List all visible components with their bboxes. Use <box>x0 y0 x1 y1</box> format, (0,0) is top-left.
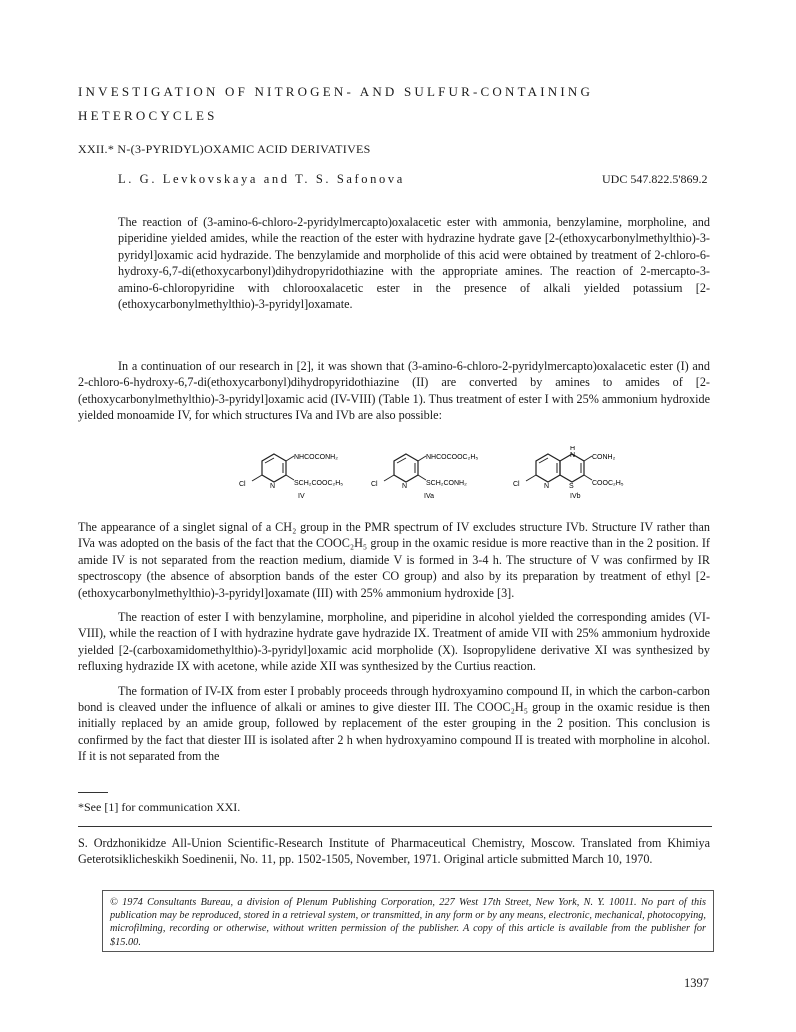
series-title-line-2: HETEROCYCLES <box>78 108 218 123</box>
ivb-ring-n: N <box>544 483 550 490</box>
ivb-label: IVb <box>570 493 581 500</box>
structure-iv <box>236 446 366 509</box>
iv-top-substituent: NHCOCONH₂ <box>294 454 338 461</box>
affiliation-rule <box>78 826 712 827</box>
structure-ivb <box>510 446 640 509</box>
page-number: 1397 <box>684 976 709 990</box>
ivb-n-top: N <box>570 452 576 459</box>
paragraph: The formation of IV-IX from ester I probably proceeds through hydroxyamino compound II, in which the carbon-carbon bond is cleaved under the influence of alkali or amines to give diester III. The COOC₂H₅ group in the oxamic residue is then initially replaced by an amide group, followed by replacement of the ester grouping in the 2 position. This conclusion is confirmed by the fact that diester III is isolated after 2 h when hydroxyamino compound II is treated with morpholine in alcohol. If it is not separated from the <box>78 683 710 764</box>
paper-subtitle: XXII.* N-(3-PYRIDYL)OXAMIC ACID DERIVATIVES <box>78 142 371 156</box>
iva-ring-n: N <box>402 483 408 490</box>
footnote-rule <box>78 792 108 793</box>
series-title-line-1: INVESTIGATION OF NITROGEN- AND SULFUR-CONTAINING <box>78 84 594 99</box>
ivb-s: S <box>569 483 574 490</box>
iv-bottom-substituent: SCH₂COOC₂H₅ <box>294 480 344 487</box>
footnote: *See [1] for communication XXI. <box>78 800 241 814</box>
ivb-h: H <box>570 446 576 452</box>
iva-label: IVa <box>424 493 434 500</box>
iva-cl: Cl <box>371 481 378 488</box>
iv-cl: Cl <box>239 481 246 488</box>
ivb-conh2: CONH₂ <box>592 454 616 461</box>
ivb-cooc2h5: COOC₂H₅ <box>592 480 624 487</box>
iv-label: IV <box>298 493 305 500</box>
iv-ring-n: N <box>270 483 276 490</box>
abstract: The reaction of (3-amino-6-chloro-2-pyridylmercapto)oxalacetic ester with ammonia, benzylamine, morpholine, and piperidine yielded amides, while the reaction of the ester with hydrazine hydrate gave [2-(ethoxycarbonylmethylthio)-3-pyridyl]oxamic acid hydrazide. The benzylamide and morpholide of this acid were obtained by treatment of 2-chloro-6-hydroxy-6,7-di(ethoxycarbonyl)dihydropyridothiazine with the appropriate amines. The reaction of 2-mercapto-3-amino-6-chloropyridine with chlorooxalacetic ester in the presence of alkali yielded potassium [2-(ethoxycarbonylmethylthio)-3-pyridyl]oxamate. <box>118 215 710 312</box>
paragraph: The reaction of ester I with benzylamine, morpholine, and piperidine in alcohol yielded the corresponding amides (VI-VIII), while the reaction of I with hydrazine hydrate gave hydrazide IX. Treatment of amide VII with 25% ammonium hydroxide yielded [2-(carboxamidomethylthio)-3-pyridyl]oxamic acid morpholide (X). Isopropylidene derivative XI was synthesized by refluxing hydrazide IX with acetone, while azide XII was synthesized by the Curtius reaction. <box>78 610 710 674</box>
structure-iva <box>368 446 508 509</box>
affiliation-note: S. Ordzhonikidze All-Union Scientific-Research Institute of Pharmaceutical Chemistry, Moscow. Translated from Khimiya Geterotsiklicheskikh Soedinenii, No. 11, pp. 1502-1505, November, 1971. Original article submitted March 10, 1970. <box>78 836 710 867</box>
paragraph: The appearance of a singlet signal of a CH₂ group in the PMR spectrum of IV excludes structure IVb. Structure IV rather than IVa was adopted on the basis of the fact that the COOC₂H₅ group in the oxamic residue is more reactive than in the 2 position. If amide IV is not separated from the reaction medium, diamide V is formed in 3-4 h. The structure of V was confirmed by IR spectroscopy (the absence of absorption bands of the ester CO group) and also by its preparation by treatment of ethyl [2-(ethoxycarbonylmethylthio)-3-pyridyl]oxamate (III) with 25% ammonium hydroxide [3]. <box>78 520 710 600</box>
body-section-bottom <box>78 519 710 765</box>
authors: L. G. Levkovskaya and T. S. Safonova <box>118 172 405 186</box>
udc-code: UDC 547.822.5'869.2 <box>602 172 708 186</box>
paragraph: In a continuation of our research in [2], it was shown that (3-amino-6-chloro-2-pyridylmercapto)oxalacetic ester (I) and 2-chloro-6-hydroxy-6,7-di(ethoxycarbonyl)dihydropyridothiazine (II) are converted by amines to amides of [2-(ethoxycarbonylmethylthio)-3-pyridyl]oxamic acid (IV-VIII) (Table 1). Thus treatment of ester I with 25% ammonium hydroxide yielded monoamide IV, for which structures IVa and IVb are also possible: <box>78 359 710 423</box>
copyright-notice: © 1974 Consultants Bureau, a division of Plenum Publishing Corporation, 227 West 17th Street, New York, N. Y. 10011. No part of this publication may be reproduced, stored in a retrieval system, or transmitted, in any form or by any means, electronic, mechanical, photocopying, microfilming, recording or otherwise, without written permission of the publisher. A copy of this article is available from the publisher for $15.00. <box>110 897 706 948</box>
iva-bottom-substituent: SCH₂CONH₂ <box>426 480 467 487</box>
ivb-cl: Cl <box>513 481 520 488</box>
body-section-top <box>78 358 710 424</box>
iva-top-substituent: NHCOCOOC₂H₅ <box>426 454 479 461</box>
